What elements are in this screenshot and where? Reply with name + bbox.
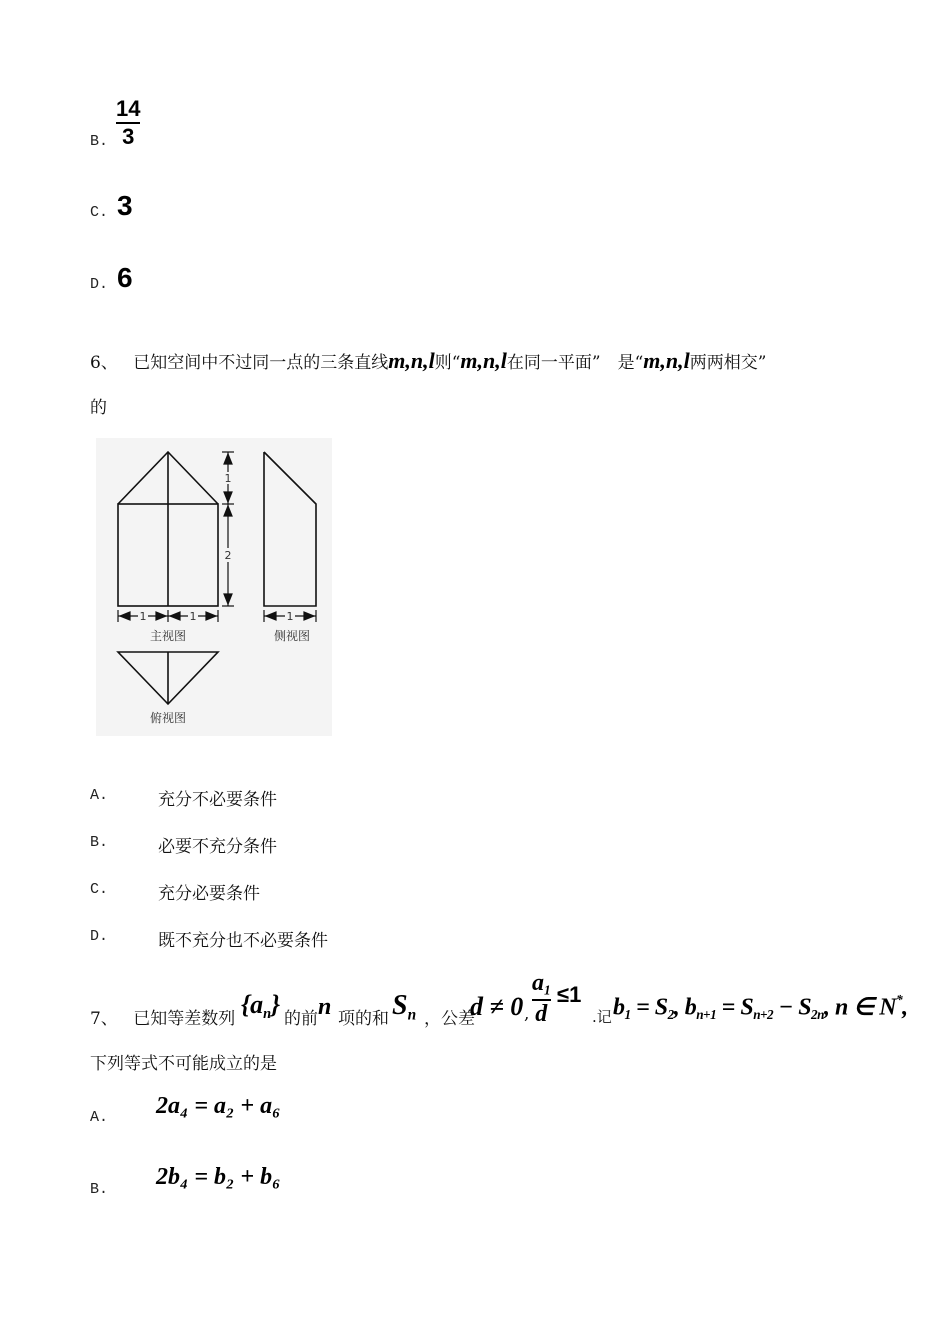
q7-S-sub: n bbox=[407, 1006, 417, 1024]
q6-number: 6、 bbox=[90, 353, 118, 373]
q6-option-d-text: 既不充分也不必要条件 bbox=[158, 931, 328, 951]
q7-n-var: n bbox=[318, 994, 332, 1020]
q7-text-1: 已知等差数列 bbox=[133, 1009, 236, 1029]
dim-label-bottom-left: 1 bbox=[139, 610, 147, 623]
q7-frac-num bbox=[532, 970, 551, 999]
q6-option-b-text: 必要不充分条件 bbox=[158, 837, 277, 857]
q7-S: S bbox=[392, 990, 408, 1021]
q7-option-b-label: B. bbox=[90, 1181, 109, 1198]
q6-lines-var-2: m,n,l bbox=[460, 348, 507, 373]
q6-option-a-text: 充分不必要条件 bbox=[158, 790, 277, 810]
q7-frac-num-var: a bbox=[532, 970, 544, 996]
q7-text-4: ，公差 bbox=[424, 1009, 475, 1029]
three-view-figure bbox=[96, 438, 332, 736]
q7-seq-sub: n bbox=[263, 1006, 272, 1022]
q6-text-2: 则“ bbox=[434, 353, 461, 373]
option-b-fraction bbox=[116, 96, 140, 150]
q7-seq-var: a bbox=[250, 990, 264, 1019]
option-b-label: B. bbox=[90, 133, 109, 150]
q7-text-3: 项的和 bbox=[338, 1009, 389, 1029]
fraction-numerator: 14 bbox=[116, 96, 141, 121]
q6-text-1: 已知空间中不过同一点的三条直线 bbox=[133, 353, 389, 373]
front-view-label: 主视图 bbox=[149, 629, 187, 643]
q6-stem bbox=[90, 348, 766, 374]
q7-number-and-text bbox=[90, 1004, 235, 1029]
q7-frac-num-sub: 1 bbox=[544, 982, 551, 998]
dim-label-right: 2 bbox=[224, 549, 232, 562]
q7-comma: , bbox=[524, 1004, 530, 1024]
q6-option-a-label: A. bbox=[90, 787, 109, 804]
q7-le-one: ≤1 bbox=[557, 982, 582, 1007]
q7-text-5: .记 bbox=[592, 1008, 612, 1026]
option-c-label: C. bbox=[90, 204, 109, 221]
q7-b-var: b bbox=[613, 994, 625, 1021]
q7-option-a-formula: 2a₄ = a₂ + a₆ bbox=[156, 1093, 281, 1119]
option-d-label: D. bbox=[90, 276, 109, 293]
q6-option-c-text: 充分必要条件 bbox=[158, 884, 260, 904]
dim-label-top: 1 bbox=[224, 472, 232, 485]
q7-b-definition: $b_1 = S_2$, $b_{n+1} = S_{n+2} - S_{2n}$, n ∈ N*, bbox=[613, 992, 908, 1023]
dim-label-bottom-right: 1 bbox=[189, 610, 197, 623]
option-d-value: 6 bbox=[117, 262, 133, 293]
q7-seq-braces: $\{a_n\}$ bbox=[241, 990, 281, 1022]
side-view-label: 侧视图 bbox=[273, 629, 311, 643]
q6-option-d-label: D. bbox=[90, 928, 109, 945]
q7-cond-d: d ≠ 0 bbox=[470, 992, 524, 1021]
q7-line-2: 下列等式不可能成立的是 bbox=[90, 1054, 277, 1074]
dim-label-side: 1 bbox=[286, 610, 294, 623]
q6-lines-var-3: m,n,l bbox=[643, 348, 690, 373]
q6-option-b-label: B. bbox=[90, 834, 109, 851]
q6-text-4: 两两相交” bbox=[689, 353, 767, 373]
q6-option-c-label: C. bbox=[90, 881, 109, 898]
figure-background bbox=[96, 438, 332, 736]
q6-stem-line2: 的 bbox=[90, 398, 107, 418]
option-c-value: 3 bbox=[117, 190, 133, 221]
q7-option-a-label: A. bbox=[90, 1109, 109, 1126]
q7-frac-den: d bbox=[535, 1000, 548, 1027]
fraction-denominator: 3 bbox=[122, 124, 135, 149]
q7-number: 7、 bbox=[90, 1009, 118, 1029]
q7-fraction bbox=[532, 970, 551, 1028]
q7-option-b-formula: 2b₄ = b₂ + b₆ bbox=[156, 1164, 281, 1190]
q7-text-2: 的前 bbox=[284, 1009, 318, 1029]
top-view-label: 俯视图 bbox=[149, 711, 187, 725]
q6-text-3: 在同一平面” 是“ bbox=[506, 353, 644, 373]
q6-lines-var: m,n,l bbox=[388, 348, 435, 373]
q7-S-var bbox=[392, 990, 416, 1024]
